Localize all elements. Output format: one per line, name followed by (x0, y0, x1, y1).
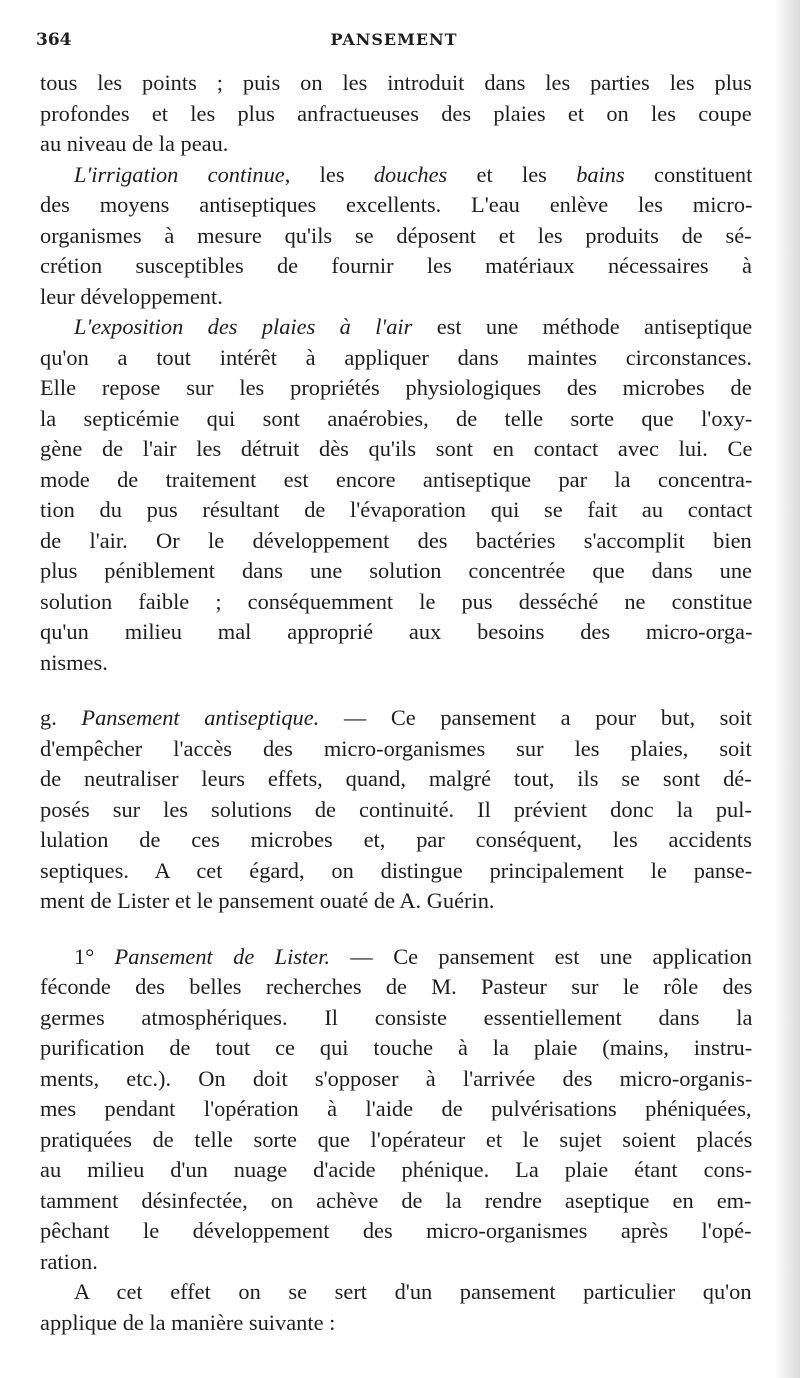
italic-term: douches (373, 161, 448, 187)
section-gap (40, 917, 752, 942)
text-run: est une méthode antiseptique (412, 314, 753, 339)
text-run: , les (284, 161, 374, 187)
text-line: germes atmosphériques. Il consiste essentiellement dans la (40, 1004, 753, 1030)
text-line: de l'air. Or le développement des bactéries s'accomplit bien (40, 527, 752, 553)
section-number: 1° (74, 943, 115, 969)
text-line: d'empêcher l'accès des micro-organismes sur les plaies, soit (40, 735, 752, 761)
text-line: ment de Lister et le pansement ouaté de A. Guérin. (40, 888, 495, 913)
text-line: au niveau de la peau. (40, 131, 229, 156)
text-run: — Ce pansement est une application (330, 943, 752, 969)
running-title: PANSEMENT (330, 30, 458, 49)
text-line: crétion susceptibles de fournir les matériaux nécessaires à (40, 253, 752, 278)
text-line: au milieu d'un nuage d'acide phénique. La plaie étant cons- (40, 1157, 753, 1182)
text-line: nismes. (40, 649, 108, 675)
text-line: mode de traitement est encore antiseptique par la concentra- (40, 466, 753, 492)
text-line: pêchant le développement des micro-organismes après l'opé- (40, 1218, 752, 1243)
text-line: de neutraliser leurs effets, quand, malgré tout, ils se sont dé- (40, 766, 752, 791)
text-line: gène de l'air les détruit dès qu'ils sont en contact avec lui. Ce (40, 436, 753, 461)
italic-term: L'irrigation continue (74, 161, 285, 187)
text-line: féconde des belles recherches de M. Pasteur sur le rôle des (40, 974, 753, 999)
text-line: ments, etc.). On doit s'opposer à l'arrivée des micro-organis- (40, 1065, 753, 1091)
section-title: Pansement antiseptique. (81, 705, 320, 730)
text-line: organismes à mesure qu'ils se déposent et les produits de sé- (40, 222, 752, 248)
section-title: Pansement de Lister. (114, 943, 331, 969)
text-run: et les (447, 161, 577, 187)
text-line: qu'on a tout intérêt à appliquer dans maintes circonstances. (40, 344, 752, 370)
text-line: plus péniblement dans une solution concentrée que dans une (40, 558, 752, 583)
section-heading-line (40, 942, 752, 973)
text-line: mes pendant l'opération à l'aide de pulvérisations phéniquées, (40, 1096, 752, 1121)
text-run: — Ce pansement a pour but, soit (319, 705, 753, 730)
text-line: purification de tout ce qui touche à la plaie (mains, instru- (40, 1035, 753, 1060)
text-line: tion du pus résultant de l'évaporation qui se fait au contact (40, 497, 753, 522)
page-body (40, 68, 752, 1338)
section-pansement-lister (40, 942, 752, 1278)
section-heading-line (40, 703, 752, 734)
text-line: lulation de ces microbes et, par conséquent, les accidents (40, 827, 752, 852)
page-number: 364 (36, 30, 72, 50)
text-line (40, 312, 752, 343)
page-edge-shadow (774, 0, 800, 1378)
section-pansement-antiseptique (40, 703, 752, 917)
text-line: des moyens antiseptiques excellents. L'eau enlève les micro- (40, 192, 753, 217)
text-line: tamment désinfectée, on achève de la rendre aseptique en em- (40, 1187, 752, 1213)
text-line: la septicémie qui sont anaérobies, de telle sorte que l'oxy- (40, 405, 753, 431)
paragraph-final (40, 1277, 752, 1338)
paragraph-continuation (40, 68, 752, 160)
text-line: septiques. A cet égard, on distingue principalement le panse- (40, 857, 753, 883)
text-line: qu'un milieu mal approprié aux besoins des micro-orga- (40, 619, 753, 644)
text-line: solution faible ; conséquemment le pus desséché ne constitue (40, 588, 753, 614)
section-letter: g. (40, 705, 82, 730)
text-line: ration. (40, 1248, 98, 1274)
text-line: posés sur les solutions de continuité. Il prévient donc la pul- (40, 796, 752, 822)
text-line: Elle repose sur les propriétés physiologiques des microbes de (40, 375, 752, 400)
text-line: applique de la manière suivante : (40, 1309, 336, 1335)
page-header (36, 30, 752, 58)
text-line: leur développement. (40, 283, 223, 309)
text-line (40, 160, 752, 191)
paragraph-irrigation (40, 160, 752, 313)
text-line: tous les points ; puis on les introduit dans les parties les plus (40, 70, 752, 95)
text-line: profondes et les plus anfractueuses des plaies et on les coupe (40, 100, 752, 126)
text-line: A cet effet on se sert d'un pansement particulier qu'on (74, 1279, 752, 1304)
paragraph-exposition (40, 312, 752, 678)
text-run: constituent (624, 161, 753, 187)
italic-term: bains (576, 161, 625, 187)
section-gap (40, 678, 752, 703)
italic-term: L'exposition des plaies à l'air (74, 314, 413, 339)
text-line: pratiquées de telle sorte que l'opérateur et le sujet soient placés (40, 1126, 753, 1152)
